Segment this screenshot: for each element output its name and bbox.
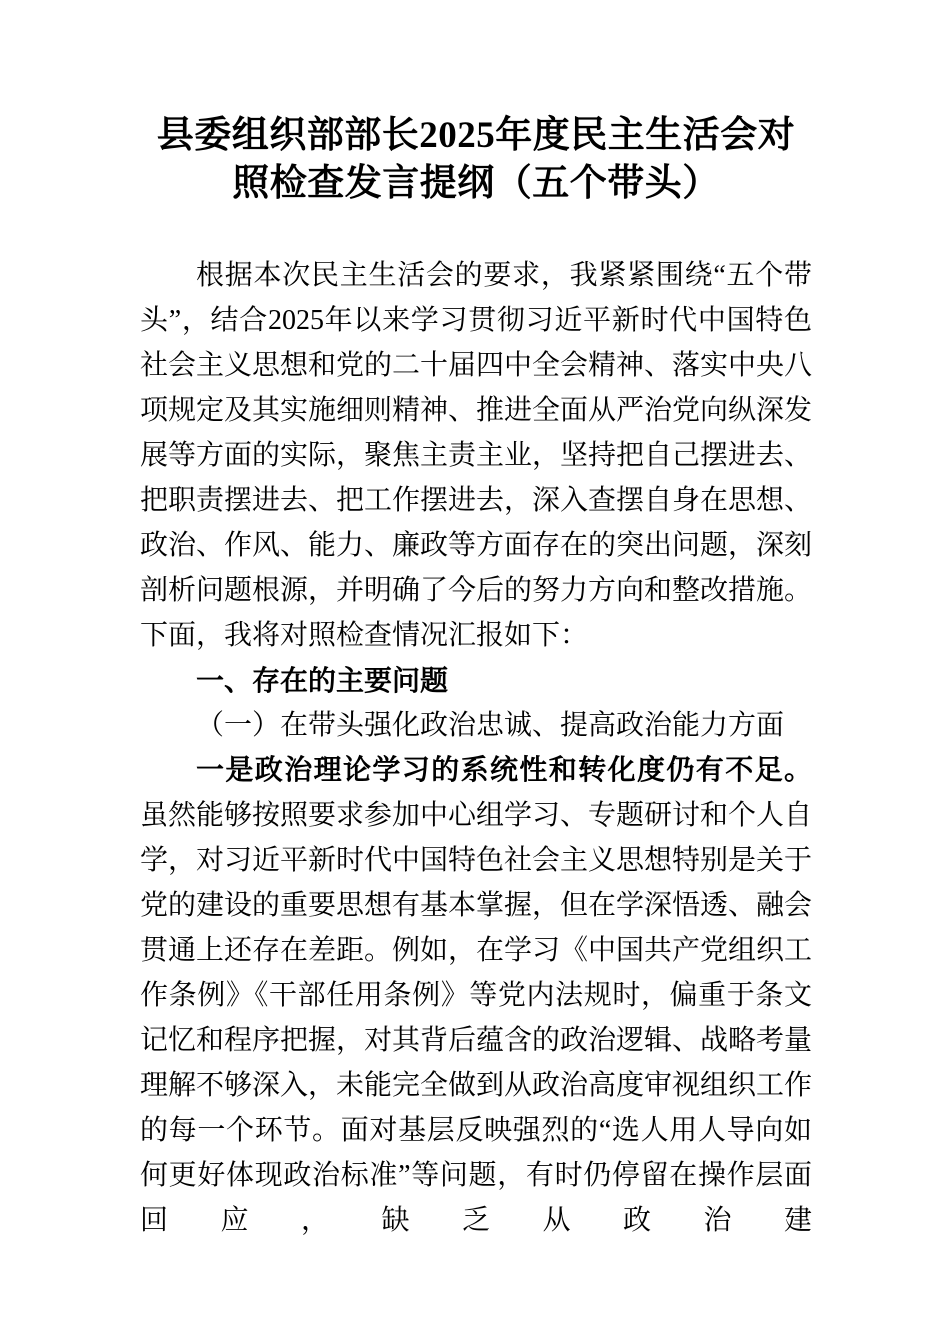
section-heading: 一、存在的主要问题 [196,665,449,696]
intro-paragraph: 根据本次民主生活会的要求，我紧紧围绕“五个带头”，结合2025年以来学习贯彻习近平新时代中国特色社会主义思想和党的二十届四中全会精神、落实中央八项规定及其实施细则精神、推进全面从严治党向纵深发展等方面的实际，聚焦主责主业，坚持把自己摆进去、把职责摆进去、把工作摆进去，深入查摆自身在思想、政治、作风、能力、廉政等方面存在的突出问题，深刻剖析问题根源，并明确了今后的努力方向和整改措施。下面，我将对照检查情况汇报如下： [140,260,813,651]
subsection-heading: （一）在带头强化政治忠诚、提高政治能力方面 [196,710,785,741]
problem-lead-sentence: 一是政治理论学习的系统性和转化度仍有不足。 [196,755,812,786]
document-title: 县委组织部部长2025年度民主生活会对照检查发言提纲（五个带头） [156,115,796,204]
problem-paragraph [140,748,812,1243]
problem-body-text: 虽然能够按照要求参加中心组学习、专题研讨和个人自学，对习近平新时代中国特色社会主义思想特别是关于党的建设的重要思想有基本掌握，但在学深悟透、融会贯通上还存在差距。例如，在学习《中国共产党组织工作条例》《干部任用条例》等党内法规时，偏重于条文记忆和程序把握，对其背后蕴含的政治逻辑、战略考量理解不够深入，未能完全做到从政治高度审视组织工作的每一个环节。面对基层反映强烈的“选人用人导向如何更好体现政治标准”等问题，有时仍停留在操作层面回应，缺乏从政治建 [140,800,813,1236]
